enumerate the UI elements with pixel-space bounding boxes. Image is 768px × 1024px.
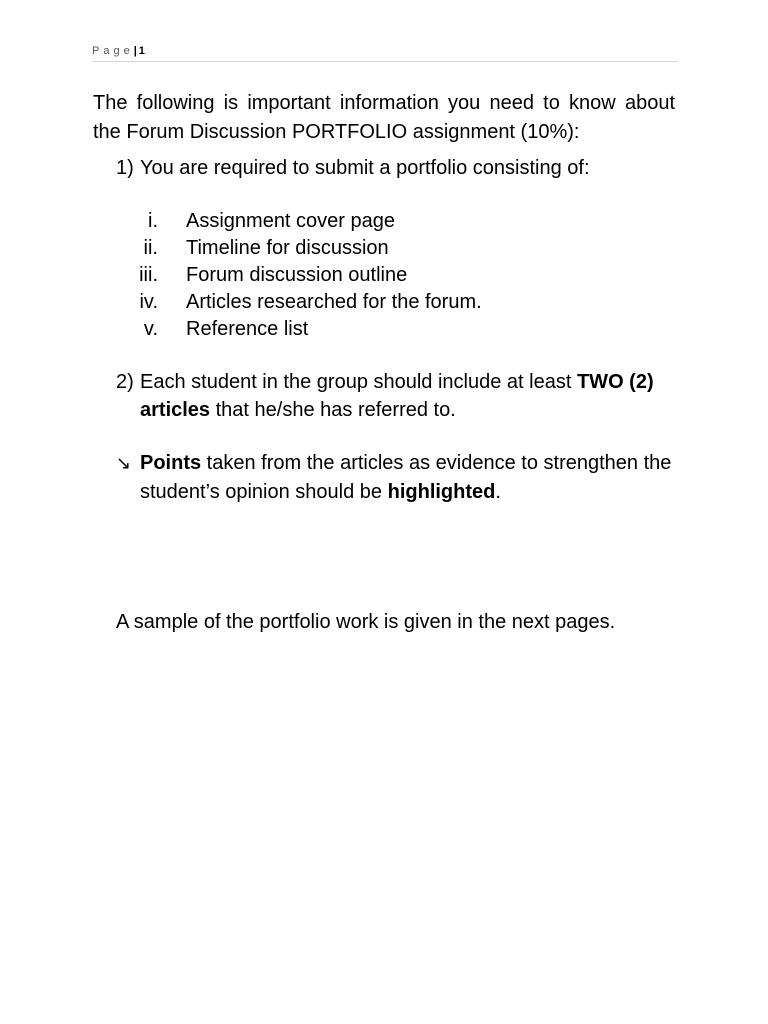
list-item-2-text: Each student in the group should include at least	[140, 371, 577, 393]
list-marker-1: 1)	[116, 157, 134, 179]
intro-paragraph: The following is important information you need to know about the Forum Discussion PORTFOLIO assignment (10%):	[93, 92, 675, 143]
list-item	[116, 235, 636, 262]
list-item-text: Articles researched for the forum.	[186, 291, 482, 313]
roman-numeral: ii.	[143, 237, 158, 259]
bold-articles: articles	[140, 399, 211, 421]
roman-numeral: v.	[143, 318, 158, 340]
list-item	[116, 208, 636, 235]
list-item-1	[116, 154, 678, 182]
list-item-text: Timeline for discussion	[186, 237, 389, 259]
page-number: 1	[138, 45, 145, 57]
bold-count: TWO (2)	[576, 371, 654, 393]
list-item	[116, 262, 636, 289]
list-item-1-text: You are required to submit a portfolio consisting of:	[140, 157, 590, 179]
list-item-3-end: .	[495, 481, 501, 503]
list-item-text: Assignment cover page	[186, 210, 396, 232]
list-item-text: Forum discussion outline	[186, 264, 408, 286]
arrow-icon: ↘	[116, 453, 132, 474]
portfolio-contents-list	[116, 208, 636, 343]
list-item-3	[116, 449, 702, 506]
list-item	[116, 316, 636, 343]
roman-numeral: iii.	[139, 264, 158, 286]
page-header	[92, 44, 678, 62]
bold-points: Points	[140, 452, 202, 474]
roman-numeral: i.	[148, 210, 158, 232]
page-separator: |	[133, 45, 137, 57]
list-item	[116, 289, 636, 316]
bold-highlighted: highlighted	[387, 481, 496, 503]
roman-numeral: iv.	[139, 291, 158, 313]
page-label: Page	[92, 45, 134, 57]
list-item-2-text-end: that he/she has referred to.	[210, 399, 456, 421]
list-item-2	[116, 368, 678, 424]
closing-paragraph: A sample of the portfolio work is given in the next pages.	[116, 611, 616, 633]
list-item-3-text: taken from the articles as evidence to strengthen the student’s opinion should be	[140, 452, 672, 503]
list-item-text: Reference list	[186, 318, 309, 340]
list-marker-2: 2)	[116, 371, 134, 393]
